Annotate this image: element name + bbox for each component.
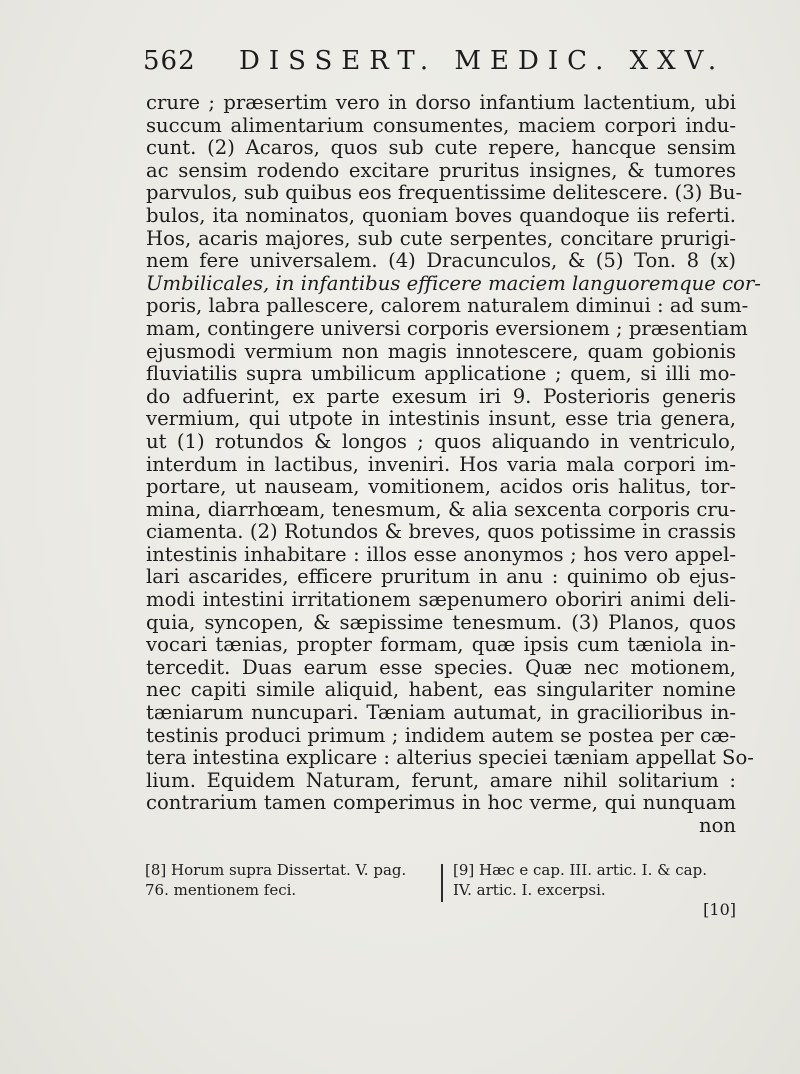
footnote-line: 76. mentionem feci. bbox=[145, 881, 297, 899]
text-line: vermium, qui utpote in intestinis insunt, esse tria genera, bbox=[146, 407, 736, 431]
text-line: Umbilicales, in infantibus efficere maciem languoremque cor- bbox=[146, 271, 761, 295]
text-line: ac sensim rodendo excitare pruritus insignes, & tumores bbox=[146, 158, 736, 182]
running-title: DISSERT. MEDIC. XXV. bbox=[239, 46, 726, 76]
text-line: ciamenta. (2) Rotundos & breves, quos potissime in crassis bbox=[146, 520, 736, 544]
text-line: lari ascarides, efficere pruritum in anu : quinimo ob ejus- bbox=[146, 565, 736, 589]
footnote-divider bbox=[441, 864, 443, 902]
text-line: tera intestina explicare : alterius speciei tæniam appellat So- bbox=[146, 746, 754, 770]
text-line: nem fere universalem. (4) Dracunculos, & (5) Ton. 8 (x) bbox=[146, 249, 736, 273]
catchword: [10] bbox=[703, 900, 736, 919]
footnote-8 bbox=[145, 860, 431, 900]
text-line: bulos, ita nominatos, quoniam boves quandoque iis referti. bbox=[146, 203, 736, 227]
text-line: portare, ut nauseam, vomitionem, acidos oris halitus, tor- bbox=[146, 475, 736, 499]
text-line: cunt. (2) Acaros, quos sub cute repere, hancque sensim bbox=[146, 136, 736, 160]
text-line: testinis produci primum ; indidem autem se postea per cæ- bbox=[146, 723, 736, 747]
page-number: 562 bbox=[143, 46, 196, 76]
text-line: succum alimentarium consumentes, maciem corpori indu- bbox=[146, 113, 736, 137]
text-line: interdum in lactibus, inveniri. Hos varia mala corpori im- bbox=[146, 452, 736, 476]
text-line: mam, contingere universi corporis eversionem ; præsentiam bbox=[146, 316, 748, 340]
text-line: ut (1) rotundos & longos ; quos aliquando in ventriculo, bbox=[146, 429, 736, 453]
text-line: parvulos, sub quibus eos frequentissime delitescere. (3) Bu- bbox=[146, 181, 743, 205]
body-text bbox=[146, 91, 761, 838]
text-line: lium. Equidem Naturam, ferunt, amare nihil solitarium : bbox=[146, 768, 736, 792]
footnote-line: IV. artic. I. excerpsi. bbox=[453, 881, 606, 899]
text-line: fluviatilis supra umbilicum applicatione ; quem, si illi mo- bbox=[146, 362, 736, 386]
text-line: Hos, acaris majores, sub cute serpentes, concitare prurigi- bbox=[146, 226, 736, 250]
footnote-line: [9] Hæc e cap. III. artic. I. & cap. bbox=[453, 861, 707, 879]
text-line: modi intestini irritationem sæpenumero oboriri animi deli- bbox=[146, 588, 736, 612]
text-line: tæniarum nuncupari. Tæniam autumat, in gracilioribus in- bbox=[146, 701, 736, 725]
text-line: nec capiti simile aliquid, habent, eas singulariter nomine bbox=[146, 678, 736, 702]
text-line: crure ; præsertim vero in dorso infantium lactentium, ubi bbox=[146, 91, 736, 114]
text-line: intestinis inhabitare : illos esse anonymos ; hos vero appel- bbox=[146, 542, 736, 566]
text-line: vocari tænias, propter formam, quæ ipsis cum tæniola in- bbox=[146, 633, 736, 657]
text-line: contrarium tamen comperimus in hoc verme, qui nunquam bbox=[146, 791, 736, 815]
text-line: tercedit. Duas earum esse species. Quæ nec motionem, bbox=[146, 655, 736, 679]
text-line: ejusmodi vermium non magis innotescere, quam gobionis bbox=[146, 339, 736, 363]
text-line: quia, syncopen, & sæpissime tenesmum. (3) Planos, quos bbox=[146, 610, 736, 634]
text-line: non bbox=[698, 814, 736, 837]
text-line: do adfuerint, ex parte exesum iri 9. Posterioris generis bbox=[146, 384, 736, 408]
footnote-line: [8] Horum supra Dissertat. V. pag. bbox=[145, 861, 407, 879]
page-header bbox=[143, 46, 743, 86]
text-line: mina, diarrhœam, tenesmum, & alia sexcenta corporis cru- bbox=[146, 497, 736, 521]
footnotes bbox=[145, 860, 740, 910]
footnote-9 bbox=[453, 860, 741, 900]
text-line: poris, labra pallescere, calorem naturalem diminui : ad sum- bbox=[146, 294, 749, 318]
